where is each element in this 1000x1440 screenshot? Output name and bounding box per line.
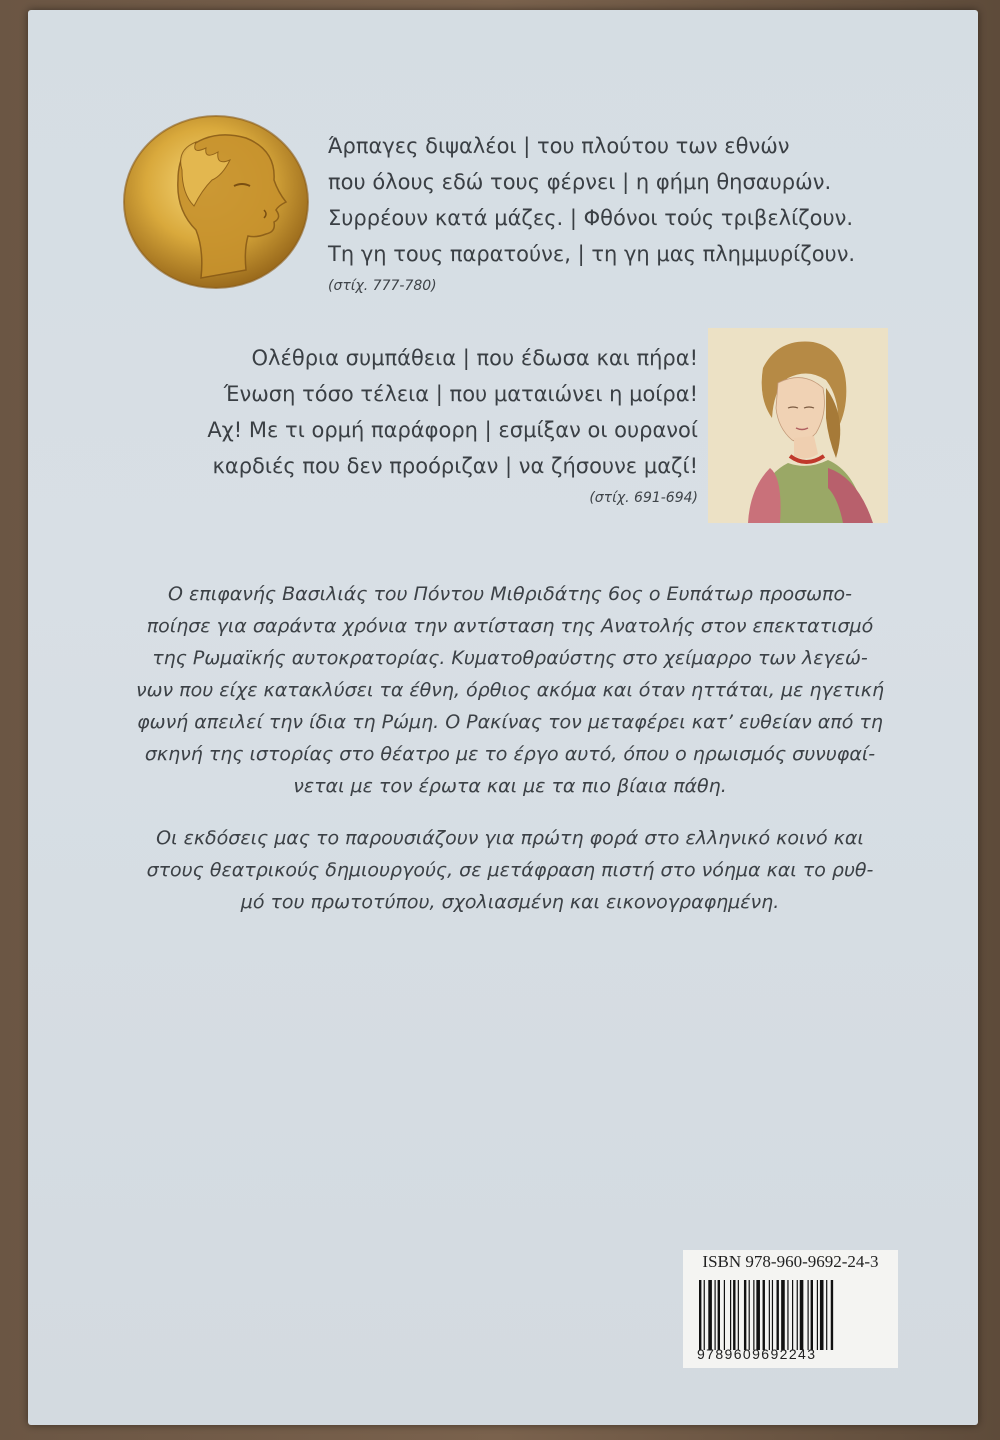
quote-1-line: Συρρέουν κατά μάζες. | Φθόνοι τούς τριβελίζουν.: [328, 206, 854, 230]
quote-2: [188, 340, 698, 506]
description-paragraph-2: [110, 822, 910, 918]
barcode-bar: [769, 1280, 770, 1350]
barcode-bar: [811, 1280, 813, 1350]
book-back-cover: [28, 10, 978, 1425]
quote-2-line: Αχ! Με τι ορμή παράφορη | εσμίξαν οι ουρανοί: [207, 418, 698, 442]
barcode-bar: [733, 1280, 735, 1350]
description-paragraph-1: [110, 578, 910, 802]
gold-coin-image: [116, 110, 316, 295]
barcode-bar: [708, 1280, 712, 1350]
isbn-label: ISBN 978-960-9692-24-3: [702, 1252, 879, 1271]
barcode-bar: [820, 1280, 824, 1350]
barcode-bar: [772, 1280, 773, 1350]
description-line: σκηνή της ιστορίας στο θέατρο με το έργο αυτό, όπου ο ηρωισμός συνυφαί-: [144, 743, 876, 765]
quote-2-line: Ένωση τόσο τέλεια | που ματαιώνει η μοίρα!: [223, 382, 698, 406]
barcode-bar: [744, 1280, 746, 1350]
quote-2-line: καρδιές που δεν προόριζαν | να ζήσουνε μαζί!: [212, 454, 698, 478]
description-line: ποίησε για σαράντα χρόνια την αντίσταση της Ανατολής στον επεκτατισμό: [146, 615, 874, 637]
description-line: Οι εκδόσεις μας το παρουσιάζουν για πρώτη φορά στο ελληνικό κοινό και: [156, 827, 864, 849]
quote-2-reference: (στίχ. 691-694): [589, 490, 698, 506]
barcode-bar: [826, 1280, 827, 1350]
description-line: νων που είχε κατακλύσει τα έθνη, όρθιος ακόμα και όταν ηττάται, με ηγετική: [135, 679, 885, 701]
barcode-bars: [697, 1280, 887, 1350]
barcode-bar: [718, 1280, 720, 1350]
description-line: μό του πρωτοτύπου, σχολιασμένη και εικονογραφημένη.: [240, 891, 780, 913]
barcode-bar: [777, 1280, 779, 1350]
barcode-bar: [808, 1280, 809, 1350]
barcode-bar: [724, 1280, 725, 1350]
barcode-bar: [781, 1280, 785, 1350]
description-line: στους θεατρικούς δημιουργούς, σε μετάφραση πιστή στο νόημα και το ρυθ-: [146, 859, 874, 881]
description-line: της Ρωμαϊκής αυτοκρατορίας. Κυματοθραύστης στο χείμαρρο των λεγεώ-: [152, 647, 868, 669]
barcode-bar: [763, 1280, 765, 1350]
barcode-bar: [800, 1280, 804, 1350]
barcode-bar: [797, 1280, 798, 1350]
portrait-illustration: [708, 328, 888, 523]
quote-2-line: Ολέθρια συμπάθεια | που έδωσα και πήρα!: [251, 346, 698, 370]
barcode-bar: [699, 1280, 701, 1350]
barcode-bar: [753, 1280, 754, 1350]
barcode-digits: 9789609692243: [697, 1346, 817, 1362]
quote-1-line: Τη γη τους παρατούνε, | τη γη μας πλημμυρίζουν.: [328, 242, 856, 266]
barcode-bar: [715, 1280, 716, 1350]
barcode-bar: [704, 1280, 705, 1350]
quote-1-line: Άρπαγες διψαλέοι | του πλούτου των εθνών: [328, 134, 790, 158]
barcode-bar: [756, 1280, 760, 1350]
barcode-bar: [730, 1280, 731, 1350]
barcode-bar: [831, 1280, 833, 1350]
description-line: Ο επιφανής Βασιλιάς του Πόντου Μιθριδάτης 6ος ο Ευπάτωρ προσωπο-: [168, 583, 852, 605]
quote-1: [328, 128, 908, 294]
barcode-bar: [787, 1280, 788, 1350]
description-line: νεται με τον έρωτα και με τα πιο βίαια πάθη.: [293, 775, 727, 797]
barcode-bar: [749, 1280, 750, 1350]
quote-1-line: που όλους εδώ τους φέρνει | η φήμη θησαυρών.: [328, 170, 832, 194]
barcode-bar: [738, 1280, 739, 1350]
quote-1-reference: (στίχ. 777-780): [328, 278, 437, 294]
barcode-bar: [792, 1280, 793, 1350]
barcode-bar: [817, 1280, 818, 1350]
isbn-barcode: [683, 1250, 898, 1368]
description-line: φωνή απειλεί την ίδια τη Ρώμη. Ο Ρακίνας τον μεταφέρει κατ’ ευθείαν από τη: [137, 711, 883, 733]
